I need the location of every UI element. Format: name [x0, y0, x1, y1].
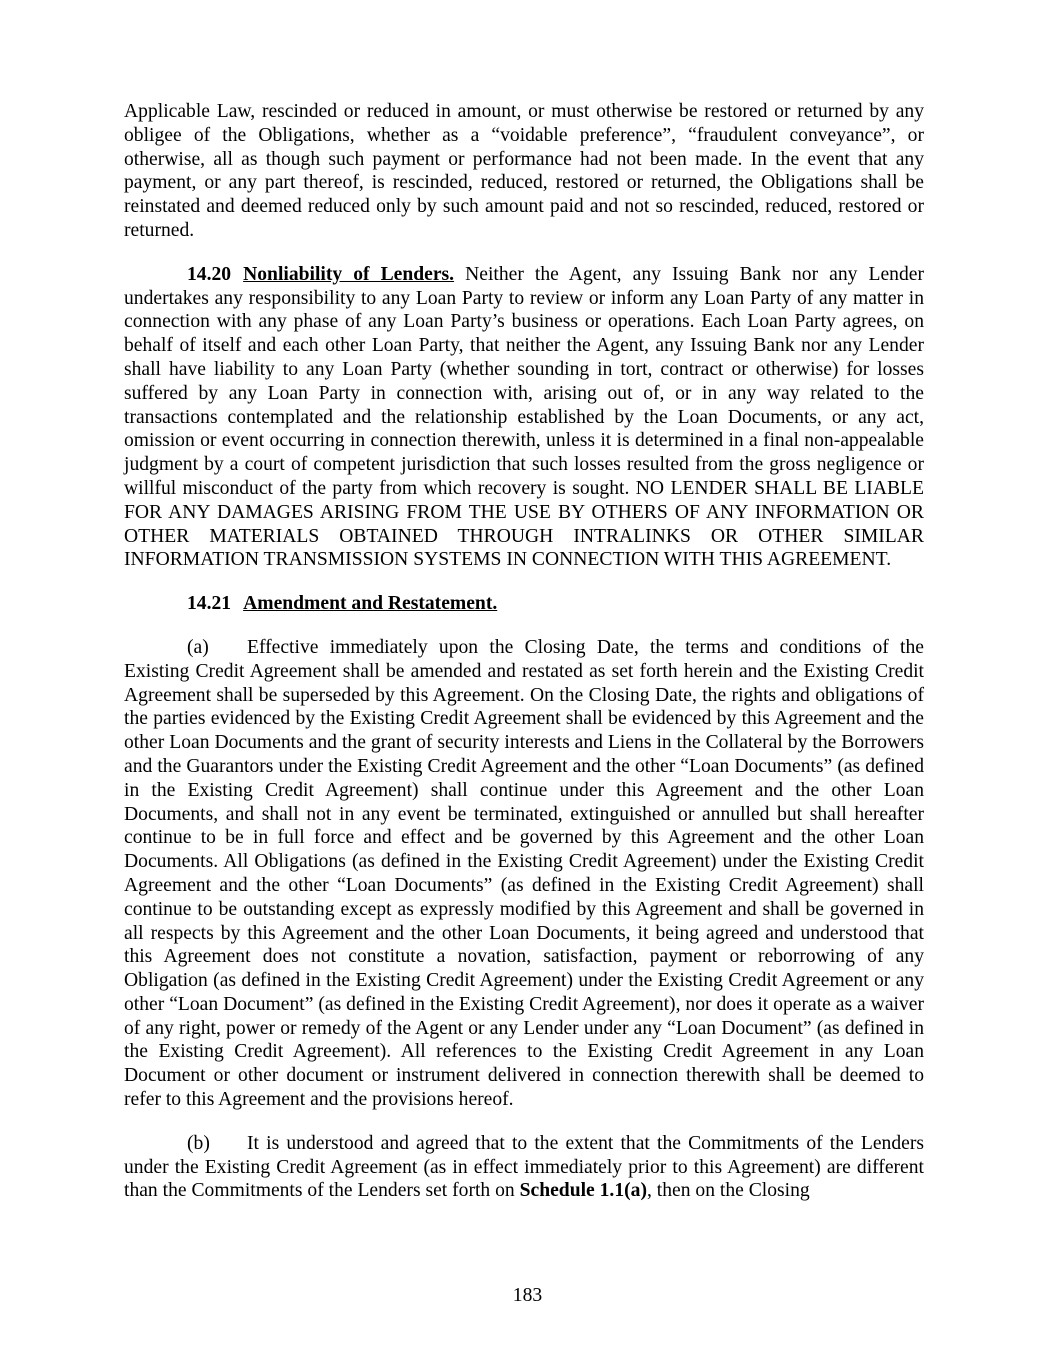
section-body: Neither the Agent, any Issuing Bank nor any Lender undertakes any responsibility to any Loan Party to review or inform any Loan Party of any matter in connection with any phase of any Loan Party’s business or operations. Each Loan Party agrees, on behalf of itself and each other Loan Party, that neither the Agent, any Issuing Bank nor any Lender shall have liability to any Loan Party (whether sounding in tort, contract or otherwise) for losses suffered by any Loan Party in connection with, arising out of, or in any way related to the transactions contemplated and the relationship established by the Loan Documents, or any act, omission or event occurring in connection therewith, unless it is determined in a final non-appealable judgment by a court of competent jurisdiction that such losses resulted from the gross negligence or willful misconduct of the party from which recovery is sought. NO LENDER SHALL BE LIABLE FOR ANY DAMAGES ARISING FROM THE USE BY OTHERS OF ANY INFORMATION OR OTHER MATERIALS OBTAINED THROUGH INTRALINKS OR OTHER SIMILAR INFORMATION TRANSMISSION SYSTEMS IN CONNECTION WITH THIS AGREEMENT. — [124, 263, 924, 571]
section-14-21-b — [124, 1132, 924, 1203]
subsection-body-end: , then on the Closing — [646, 1180, 810, 1202]
section-14-21-a — [124, 636, 924, 1112]
subsection-body-start: It is understood and agreed that to the extent that the Commitments of the Lenders under the Existing Credit Agreement (as in effect immediately prior to this Agreement) are different than the Commitments of the Lenders set forth on — [124, 1132, 924, 1202]
carryover-paragraph: Applicable Law, rescinded or reduced in amount, or must otherwise be restored or returned by any obligee of the Obligations, whether as a “voidable preference”, “fraudulent conveyance”, or otherwise, all as though such payment or performance had not been made. In the event that any payment, or any part thereof, is rescinded, reduced, restored or returned, the Obligations shall be reinstated and deemed reduced only by such amount paid and not so rescinded, reduced, restored or returned. — [124, 101, 924, 241]
section-number: 14.21 — [187, 593, 232, 615]
subsection-label: (b) — [187, 1132, 210, 1154]
subsection-body: Effective immediately upon the Closing Date, the terms and conditions of the Existing Credit Agreement shall be amended and restated as set forth herein and the Existing Credit Agreement shall be superseded by this Agreement. On the Closing Date, the rights and obligations of the parties evidenced by the Existing Credit Agreement shall be evidenced by this Agreement and the other Loan Documents and the grant of security interests and Liens in the Collateral by the Borrowers and the Guarantors under the Existing Credit Agreement and the other “Loan Documents” (as defined in the Existing Credit Agreement) shall continue under this Agreement and the other Loan Documents, and shall not in any event be terminated, extinguished or annulled but shall hereafter continue to be in full force and effect and be governed by this Agreement and the other Loan Documents. All Obligations (as defined in the Existing Credit Agreement) under the Existing Credit Agreement and the other “Loan Documents” (as defined in the Existing Credit Agreement) shall continue to be outstanding except as expressly modified by this Agreement and shall be governed in all respects by this Agreement and the other Loan Documents, it being agreed and understood that this Agreement does not constitute a novation, satisfaction, payment or reborrowing of any Obligation (as defined in the Existing Credit Agreement) under the Existing Credit Agreement or any other “Loan Document” (as defined in the Existing Credit Agreement), nor does it operate as a waiver of any right, power or remedy of the Agent or any Lender under any “Loan Document” (as defined in the Existing Credit Agreement). All references to the Existing Credit Agreement in any Loan Document or other document or instrument delivered in connection therewith shall be deemed to refer to this Agreement and the provisions hereof. — [124, 636, 924, 1111]
page-number: 183 — [512, 1285, 543, 1306]
section-14-20 — [124, 263, 924, 572]
section-title: Nonliability of Lenders. — [243, 263, 455, 285]
subsection-label: (a) — [187, 636, 209, 658]
section-14-21-heading — [124, 592, 924, 616]
section-number: 14.20 — [187, 263, 232, 285]
document-body — [124, 100, 924, 1223]
section-title: Amendment and Restatement. — [243, 593, 498, 615]
schedule-reference: Schedule 1.1(a) — [519, 1180, 647, 1202]
